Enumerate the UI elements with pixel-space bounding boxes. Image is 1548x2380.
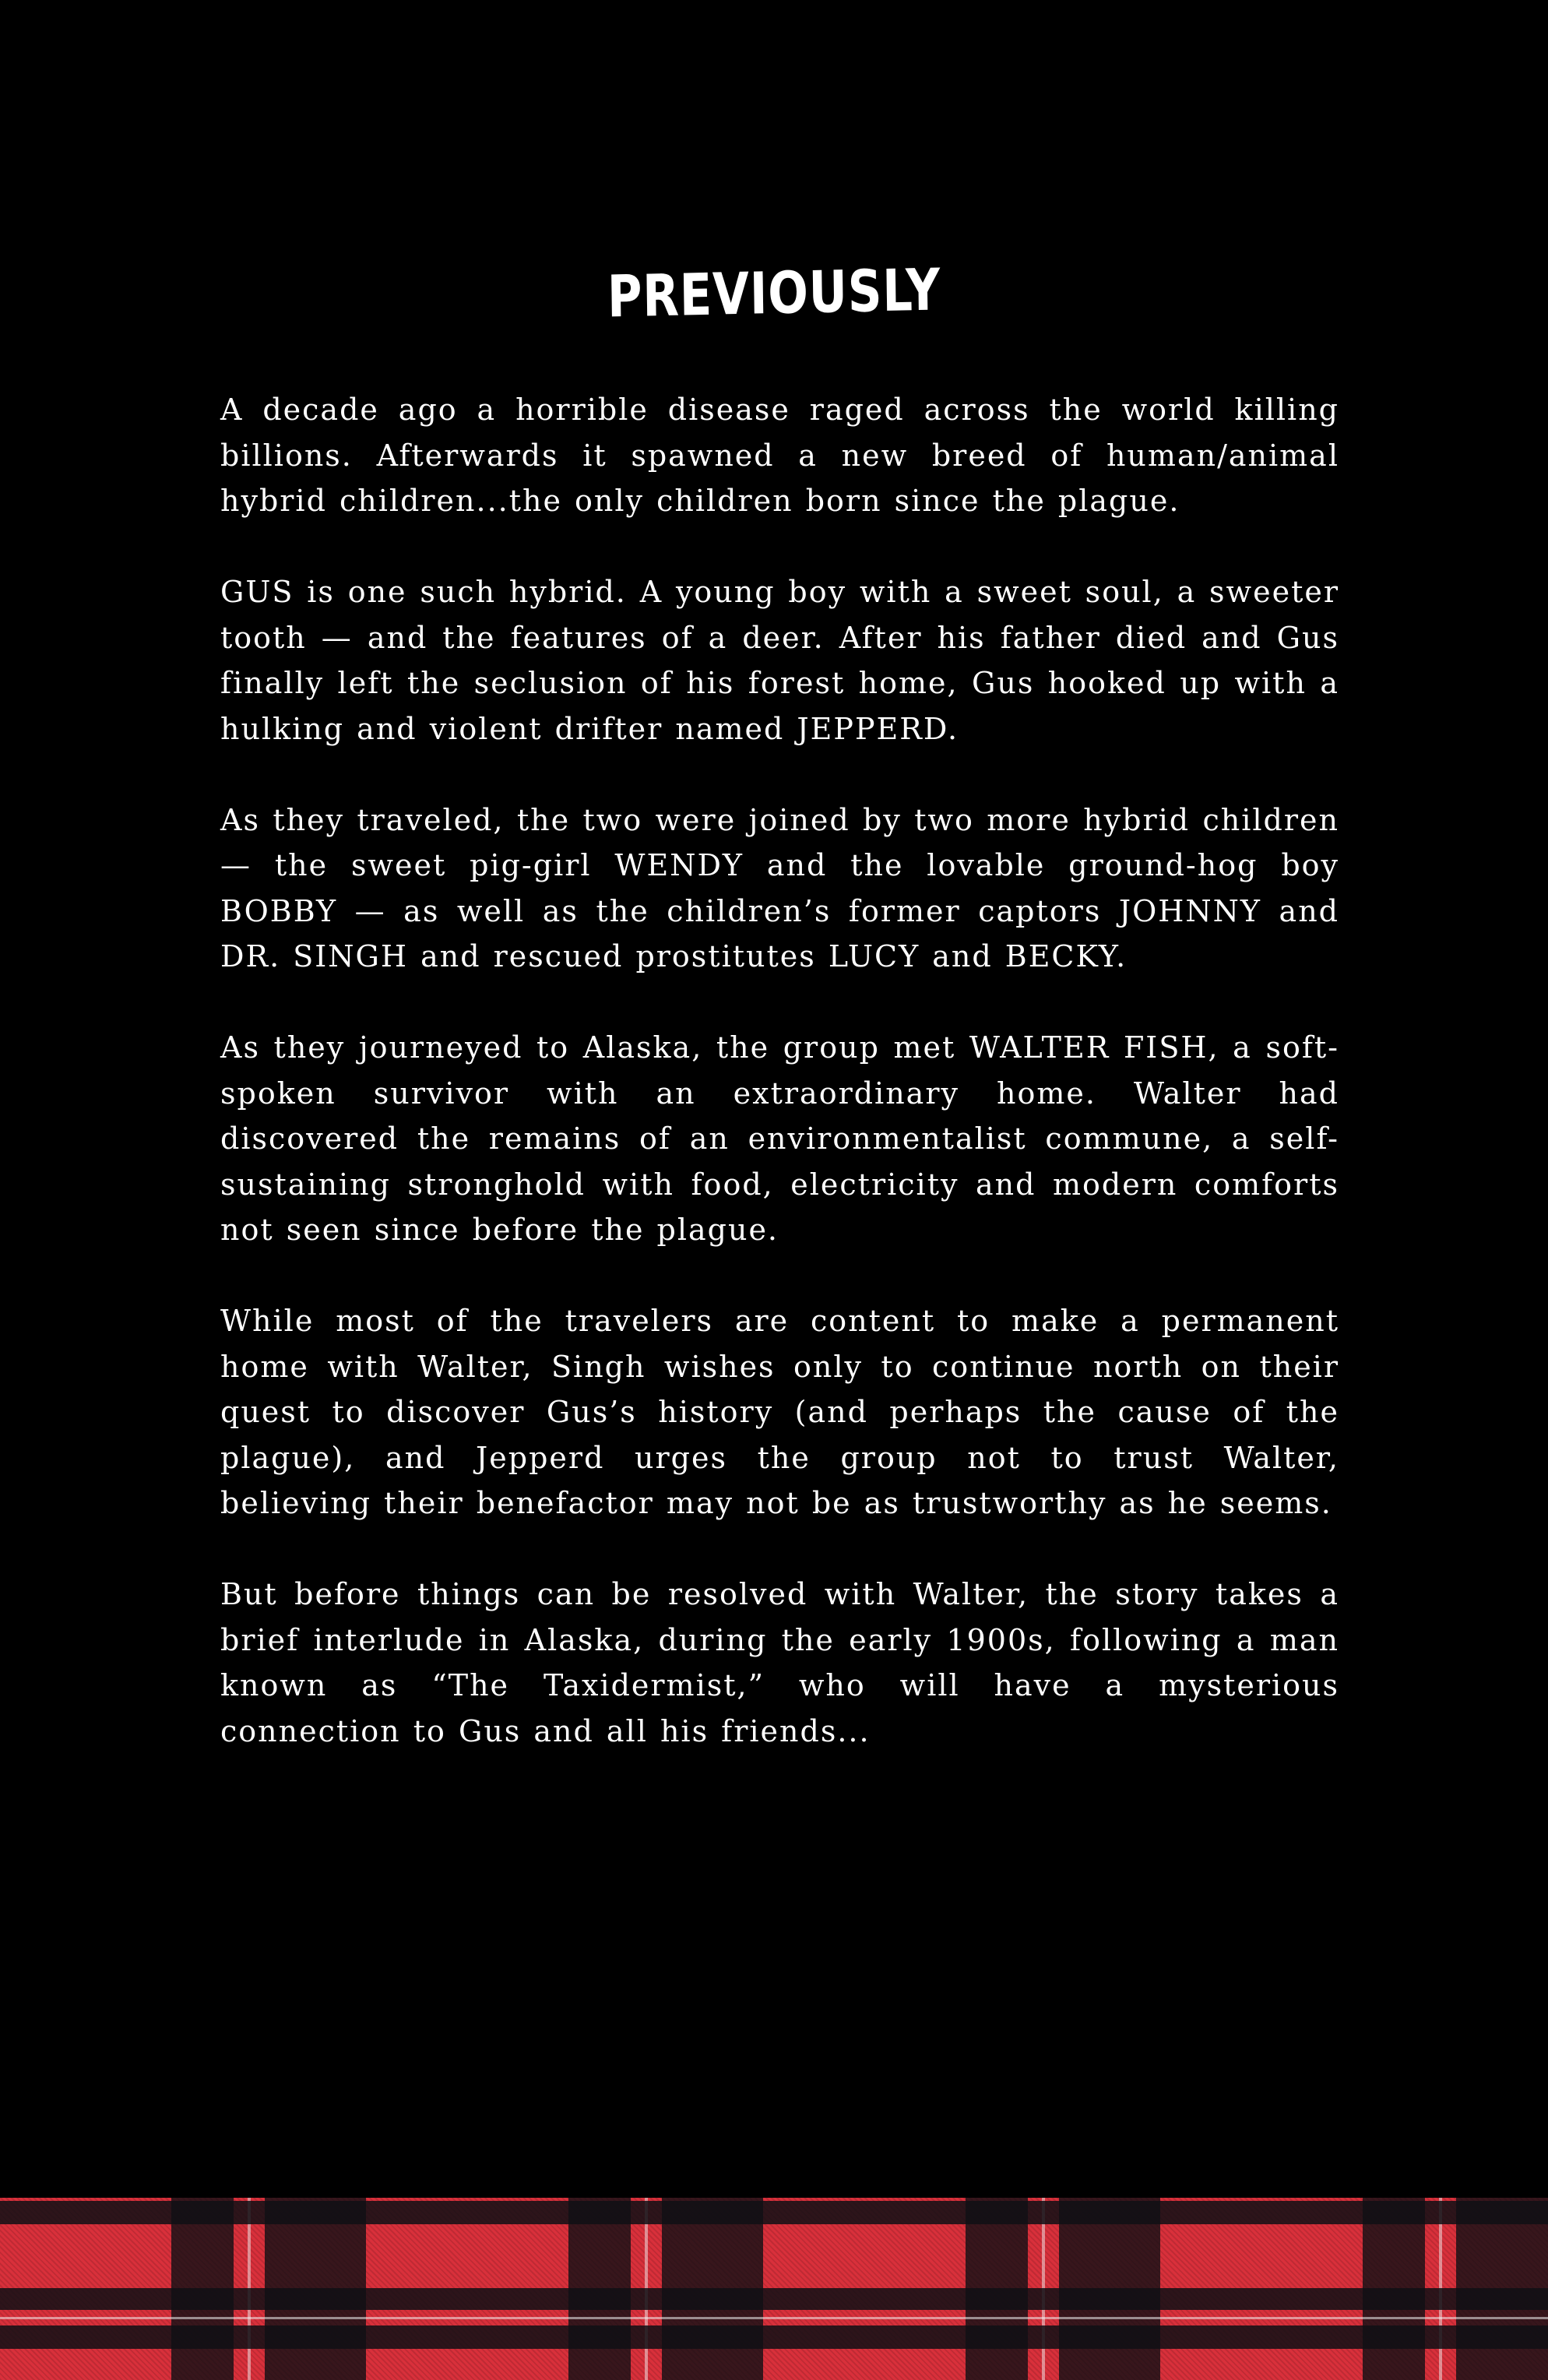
plaid-border-decoration [0,2198,1548,2380]
recap-text [220,387,1339,1800]
recap-paragraph: As they journeyed to Alaska, the group met WALTER FISH, a soft-spoken survivor with an extraordinary home. Walter had discovered the remains of an environmentalist commune, a self-sustaining stronghold with food, electricity and modern comforts not seen since before the plague. [220,1030,1339,1247]
recap-paragraph: GUS is one such hybrid. A young boy with a sweet soul, a sweeter tooth — and the features of a deer. After his father died and Gus finally left the seclusion of his forest home, Gus hooked up with a hulking and violent drifter named JEPPERD. [220,575,1339,746]
recap-paragraph: But before things can be resolved with Walter, the story takes a brief interlude in Alaska, during the early 1900s, following a man known as “The Taxidermist,” who will have a mysterious connection to Gus and all his friends... [220,1577,1339,1748]
page-title: PREVIOUSLY [607,256,941,331]
recap-paragraph: As they traveled, the two were joined by two more hybrid children — the sweet pig-girl WENDY and the lovable ground-hog boy BOBBY — as well as the children’s former captors JOHNNY and DR. SINGH and rescued prostitutes LUCY and BECKY. [220,802,1339,973]
recap-paragraph: A decade ago a horrible disease raged across the world killing billions. Afterwards it spawned a new breed of human/animal hybrid children...the only children born since the plague. [220,393,1339,518]
recap-paragraph: While most of the travelers are content to make a permanent home with Walter, Singh wishes only to continue north on their quest to discover Gus’s history (and perhaps the cause of the plague), and Jepperd urges the group not to trust Walter, believing their benefactor may not be as trustworthy as he seems. [220,1304,1339,1520]
